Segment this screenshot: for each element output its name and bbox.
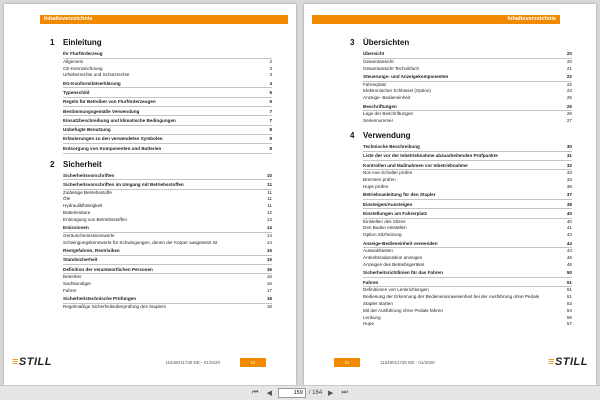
toc-entry-page: 51 — [566, 287, 572, 293]
pdf-toolbar — [0, 385, 600, 400]
toc-list — [63, 51, 272, 154]
toc-entry-text: Option Sitzheizung — [363, 232, 402, 238]
toc-entry[interactable] — [363, 177, 572, 184]
toc-entry[interactable] — [363, 88, 572, 95]
toc-entry-text: Beschriftungen — [363, 103, 397, 109]
toc-entry-page: 8 — [269, 136, 272, 142]
toc-entry[interactable] — [363, 308, 572, 315]
toc-entry[interactable] — [63, 72, 272, 79]
toc-entry-page: 16 — [266, 281, 272, 287]
toc-entry-text: Einsatzbeschreibung und klimatische Bedingungen — [63, 117, 176, 123]
still-logo — [548, 357, 588, 367]
toc-entry[interactable] — [363, 104, 572, 112]
toc-entry-text: Fahren — [363, 279, 379, 285]
toc-entry-text: CE-Kennzeichnung — [63, 65, 103, 71]
toc-entry[interactable] — [63, 240, 272, 247]
toc-entry-text: Standsicherheit — [63, 257, 98, 263]
logo-mark: ≡ — [548, 356, 555, 368]
toc-entry-text: Fahrerplatz — [363, 81, 387, 87]
page-header: Inhaltsverzeichnis — [40, 15, 288, 24]
toc-entry-page: 22 — [566, 81, 572, 87]
toc-entry-page: 31 — [566, 153, 572, 159]
toc-entry-page: 51 — [566, 294, 572, 300]
toc-entry-page: 30 — [566, 143, 572, 149]
toc-entry-page: 7 — [269, 117, 272, 123]
toc-entry[interactable] — [363, 118, 572, 125]
footer-doc-number: 11648011730 DE - 01/2020 — [380, 360, 435, 365]
toc-entry-page: 43 — [566, 232, 572, 238]
toc-entry-page: 13 — [266, 216, 272, 222]
toc-entry-text: Lenkung — [363, 314, 381, 320]
toc-section — [50, 160, 272, 311]
toc-entry-text: Anzeige- Bedieneinheit — [363, 95, 411, 101]
toc-entry-text: Bremsen prüfen — [363, 177, 396, 183]
toc-entry-page: 14 — [266, 239, 272, 245]
toc-entry-page: 37 — [566, 192, 572, 198]
section-title[interactable] — [50, 160, 272, 170]
toc-entry[interactable] — [63, 267, 272, 275]
toc-entry-page: 11 — [267, 196, 272, 202]
toc-entry-text: Den Boden einstellen — [363, 225, 407, 231]
toc-entry[interactable] — [363, 225, 572, 232]
toc-entry-text: Anzeigen des Betriebsgerätes — [363, 261, 425, 267]
toc-entry-page: 3 — [269, 65, 272, 71]
toc-entry-page: 40 — [566, 210, 572, 216]
toc-entry[interactable] — [363, 51, 572, 59]
toc-entry-page: 54 — [566, 307, 572, 313]
toc-entry-text: Erläuterungen zu den verwendeten Symbolen — [63, 136, 163, 142]
toc-entry-page: 8 — [269, 127, 272, 133]
toc-section — [50, 38, 272, 154]
next-page-icon[interactable]: ▶ — [327, 390, 334, 397]
toc-entry-page: 46 — [566, 255, 572, 261]
toc-entry-text: Urheberrechte und Schutzrechte — [63, 72, 130, 78]
toc-entry[interactable] — [363, 211, 572, 219]
toc-entry[interactable] — [63, 203, 272, 210]
toc-entry[interactable] — [63, 190, 272, 197]
toc-entry-page: 33 — [566, 177, 572, 183]
toc-entry[interactable] — [63, 288, 272, 295]
toc-entry[interactable] — [363, 111, 572, 118]
toc-entry-text: Regelmäßige Sicherheitsüberprüfung des Staplers — [63, 304, 166, 310]
toc-entry[interactable] — [363, 202, 572, 210]
logo-text: STILL — [18, 356, 52, 368]
toc-entry-page: 33 — [566, 170, 572, 176]
section-name: Verwendung — [363, 130, 411, 140]
toc-entry-page: 7 — [269, 108, 272, 114]
toc-entry-page: 23 — [566, 88, 572, 94]
toc-entry-page: 20 — [566, 51, 572, 56]
toc-entry-text: Ihr Flurförderzeug — [63, 51, 103, 56]
toc-entry-text: Seriennummer — [363, 118, 394, 124]
toc-entry-text: Sicherheitsrichtlinien für das Fahren — [363, 270, 443, 276]
toc-entry[interactable] — [363, 294, 572, 301]
toc-entry-page: 53 — [566, 300, 572, 306]
section-number: 4 — [350, 130, 355, 140]
toc-entry[interactable] — [363, 262, 572, 269]
toc-entry[interactable] — [363, 170, 572, 177]
toc-entry-text: Unbefugte Benutzung — [63, 127, 111, 133]
toc-entry-text: Fahrer — [63, 288, 77, 294]
toc-entry-text: Restgefahren, Restrisiken — [63, 248, 120, 254]
toc-entry[interactable] — [363, 74, 572, 82]
toc-entry-page: 41 — [566, 225, 572, 231]
toc-entry-text: Hydraulikflüssigkeit — [63, 203, 103, 209]
section-title[interactable] — [350, 38, 572, 48]
toc-entry-text: Lage der Beschriftungen — [363, 111, 414, 117]
toc-entry-text: Sicherheitsvorschriften — [63, 172, 115, 178]
toc-entry-page: 16 — [266, 266, 272, 272]
toc-entry-page: 3 — [269, 72, 272, 78]
toc-entry-page: 4 — [269, 80, 272, 86]
section-number: 3 — [350, 38, 355, 47]
page-footer — [40, 358, 266, 367]
toc-entry-page: 40 — [566, 218, 572, 224]
toc-entry[interactable] — [363, 301, 572, 308]
toc-entry[interactable] — [63, 304, 272, 311]
toc-entry-page: 26 — [566, 103, 572, 109]
toc-entry-text: Definition der verantwortlichen Personen — [63, 266, 153, 272]
logo-text: STILL — [554, 356, 588, 368]
toc-entry-page: 8 — [269, 145, 272, 151]
toc-entry[interactable] — [63, 59, 272, 66]
toc-entry-page: 57 — [566, 321, 572, 327]
toc-entry[interactable] — [363, 248, 572, 255]
toc-entry[interactable] — [63, 248, 272, 256]
toc-entry-text: Einstellungen am Fahrerplatz — [363, 210, 428, 216]
toc-entry-page: 2 — [269, 58, 272, 64]
toc-entry[interactable] — [63, 118, 272, 126]
toc-entry[interactable] — [363, 270, 572, 278]
toc-entry[interactable] — [63, 99, 272, 107]
toc-entry-page: 15 — [266, 257, 272, 263]
page-footer — [334, 358, 560, 367]
toc-entry-page: 27 — [566, 118, 572, 124]
toc-entry-page: 15 — [266, 248, 272, 254]
toc-entry[interactable] — [63, 296, 272, 304]
toc-entry-text: Mit der Ausführung ohne Pedale fahren — [363, 307, 443, 313]
toc-entry[interactable] — [63, 225, 272, 233]
toc-entry-text: Gesamtansicht — [363, 58, 394, 64]
toc-entry[interactable] — [363, 241, 572, 249]
toc-entry-page: 11 — [267, 181, 272, 187]
toc-entry[interactable] — [363, 255, 572, 262]
toc-entry-text: Entsorgung von Betriebsstoffen — [63, 216, 128, 222]
toc-entry[interactable] — [63, 109, 272, 117]
toc-list — [363, 51, 572, 125]
prev-page-icon[interactable]: ◀ — [266, 390, 272, 397]
total-pages: / 164 — [308, 390, 323, 396]
toc-entry-page: 21 — [566, 65, 572, 71]
toc-entry[interactable] — [63, 51, 272, 59]
toc-entry-text: Entsorgung von Komponenten und Batterien — [63, 145, 162, 151]
toc-entry[interactable] — [363, 95, 572, 102]
toc-entry-page: 25 — [566, 95, 572, 101]
toc-entry-text: Definitionen von Lenkrichtungen — [363, 287, 429, 293]
toc-entry[interactable] — [363, 153, 572, 161]
toc-entry-page: 14 — [266, 225, 272, 231]
toc-entry[interactable] — [363, 232, 572, 239]
toc-entry-text: Gesamtansicht Technikfach — [363, 65, 420, 71]
toc-entry-page: 11 — [267, 189, 272, 195]
toc-list — [63, 173, 272, 311]
toc-entry-page: 44 — [566, 240, 572, 246]
toc-entry-text: Steuerungs- und Anzeigekomponenten — [363, 73, 449, 79]
toc-entry-text: Antriebsradposition anzeigen — [363, 255, 423, 261]
toc-entry-text: Stapler starten — [363, 300, 393, 306]
toc-entry[interactable] — [363, 82, 572, 89]
toc-entry-page: 22 — [566, 73, 572, 79]
footer-page-number: III — [240, 358, 266, 367]
toc-entry[interactable] — [63, 146, 272, 154]
toc-entry[interactable] — [63, 90, 272, 98]
section-name: Einleitung — [63, 38, 102, 47]
toc-entry[interactable] — [63, 274, 272, 281]
toc-entry-text: Hupe — [363, 321, 374, 327]
toc-entry-text: Regeln für Betreiber von Flurförderzeugen — [63, 99, 156, 105]
toc-entry-page: 46 — [566, 261, 572, 267]
toc-section — [350, 38, 572, 125]
section-name: Übersichten — [363, 38, 410, 47]
footer-page-number: IV — [334, 358, 360, 367]
toc-entry-page: 6 — [269, 99, 272, 105]
left-page — [4, 4, 296, 385]
toc-entry-text: Not-Aus-Schalter prüfen — [363, 170, 413, 176]
toc-entry[interactable] — [63, 257, 272, 265]
section-number: 2 — [50, 159, 55, 169]
toc-entry-text: Bedienung der Erkennung der Bedienerannwesenheit bei der Ausführung ohne Pedale — [363, 294, 540, 300]
toc-entry[interactable] — [63, 233, 272, 240]
toc-entry[interactable] — [63, 182, 272, 190]
toc-entry[interactable] — [63, 66, 272, 73]
toc-entry[interactable] — [363, 192, 572, 200]
toc-entry[interactable] — [63, 81, 272, 89]
toc-entry-page: 17 — [266, 288, 272, 294]
toc-entry-text: Emissionen — [63, 225, 89, 231]
toc-entry-text: Einstellen des Sitzes — [363, 218, 406, 224]
toc-entry-page: 16 — [266, 274, 272, 280]
toc-entry-text: Bestimmungsgemäße Verwendung — [63, 108, 140, 114]
toc-entry-page: 50 — [566, 270, 572, 276]
toc-entry[interactable] — [363, 163, 572, 171]
toc-entry-page: 44 — [566, 248, 572, 254]
toc-entry[interactable] — [363, 287, 572, 294]
toc-content — [350, 38, 572, 334]
toc-entry[interactable] — [63, 210, 272, 217]
toc-entry[interactable] — [363, 315, 572, 322]
toc-entry-text: Öle — [63, 196, 71, 202]
toc-entry-text: Betriebsanleitung für den Stapler — [363, 192, 436, 198]
logo-mark: ≡ — [12, 356, 19, 368]
toc-entry-text: Auswahltasten — [363, 248, 393, 254]
toc-entry[interactable] — [363, 59, 572, 66]
toc-entry-page: 20 — [566, 58, 572, 64]
page-number-input[interactable] — [278, 388, 306, 398]
first-page-icon[interactable]: ⏮ — [252, 389, 259, 396]
toc-content — [50, 38, 272, 317]
toc-entry-text: Schwingungskennwerte für Schwingungen, denen der Körper ausgesetzt ist — [63, 239, 218, 245]
toc-entry-text: Anzeige-Bedieneinheit verwenden — [363, 240, 438, 246]
right-page — [304, 4, 596, 385]
toc-entry-text: Sachkundiger — [63, 281, 92, 287]
toc-entry[interactable] — [63, 281, 272, 288]
toc-entry-text: Einsteigen/Aussteigen — [363, 201, 413, 207]
section-title[interactable] — [350, 131, 572, 141]
toc-entry-text: Sicherheitsvorschriften im Umgang mit Betriebsstoffen — [63, 181, 184, 187]
footer-doc-number: 11648011730 DE - 01/2020 — [165, 360, 220, 365]
toc-entry-text: Übersicht — [363, 51, 385, 56]
last-page-icon[interactable]: ⏭ — [341, 389, 348, 396]
section-title[interactable] — [50, 38, 272, 48]
toc-entry-text: Geräuschemissionswerte — [63, 232, 115, 238]
toc-entry-text: EG-Konformitätserklärung — [63, 80, 121, 86]
toc-entry-page: 18 — [266, 304, 272, 310]
toc-entry-text: Typenschild — [63, 89, 90, 95]
toc-entry-text: Batteriesäure — [63, 210, 91, 216]
toc-entry-text: Hupe prüfen — [363, 183, 389, 189]
toc-entry-text: Technische Beschreibung — [363, 143, 420, 149]
section-number: 1 — [50, 38, 55, 47]
toc-entry-text: Liste der vor der Inbetriebnahme abzuarbeitenden Prüfpunkte — [363, 153, 498, 159]
toc-entry-text: Kontrollen und Maßnahmen vor Inbetriebnahme — [363, 162, 468, 168]
toc-entry-page: 51 — [566, 279, 572, 285]
toc-entry[interactable] — [63, 217, 272, 224]
toc-entry[interactable] — [363, 321, 572, 328]
toc-entry[interactable] — [363, 280, 572, 288]
toc-entry-page: 10 — [266, 172, 272, 178]
toc-entry-page: 14 — [266, 232, 272, 238]
toc-entry-text: Zulässige Betriebsstoffe — [63, 189, 112, 195]
toc-entry[interactable] — [363, 144, 572, 152]
section-name: Sicherheit — [63, 159, 102, 169]
toc-entry-page: 26 — [566, 111, 572, 117]
toc-entry[interactable] — [363, 66, 572, 73]
toc-entry-text: Elektronischer Schlüssel (Option) — [363, 88, 431, 94]
toc-section — [350, 131, 572, 328]
toc-entry-text: Sicherheitstechnische Prüfungen — [63, 296, 137, 302]
toc-list — [363, 144, 572, 328]
toc-entry-page: 32 — [566, 162, 572, 168]
still-logo — [12, 357, 52, 367]
toc-entry[interactable] — [63, 136, 272, 144]
toc-entry-page: 38 — [566, 201, 572, 207]
toc-entry[interactable] — [63, 127, 272, 135]
toc-entry[interactable] — [63, 196, 272, 203]
toc-entry[interactable] — [363, 219, 572, 226]
page-header: Inhaltsverzeichnis — [312, 15, 560, 24]
toc-entry-page: 18 — [266, 296, 272, 302]
toc-entry-text: Allgemein — [63, 58, 84, 64]
toc-entry[interactable] — [63, 173, 272, 181]
toc-entry-page: 56 — [566, 314, 572, 320]
toc-entry-page: 5 — [269, 89, 272, 95]
toc-entry-text: Betreiber — [63, 274, 82, 280]
toc-entry[interactable] — [363, 184, 572, 191]
toc-entry-page: 36 — [566, 183, 572, 189]
toc-entry-page: 11 — [267, 203, 272, 209]
toc-entry-page: 12 — [266, 210, 272, 216]
